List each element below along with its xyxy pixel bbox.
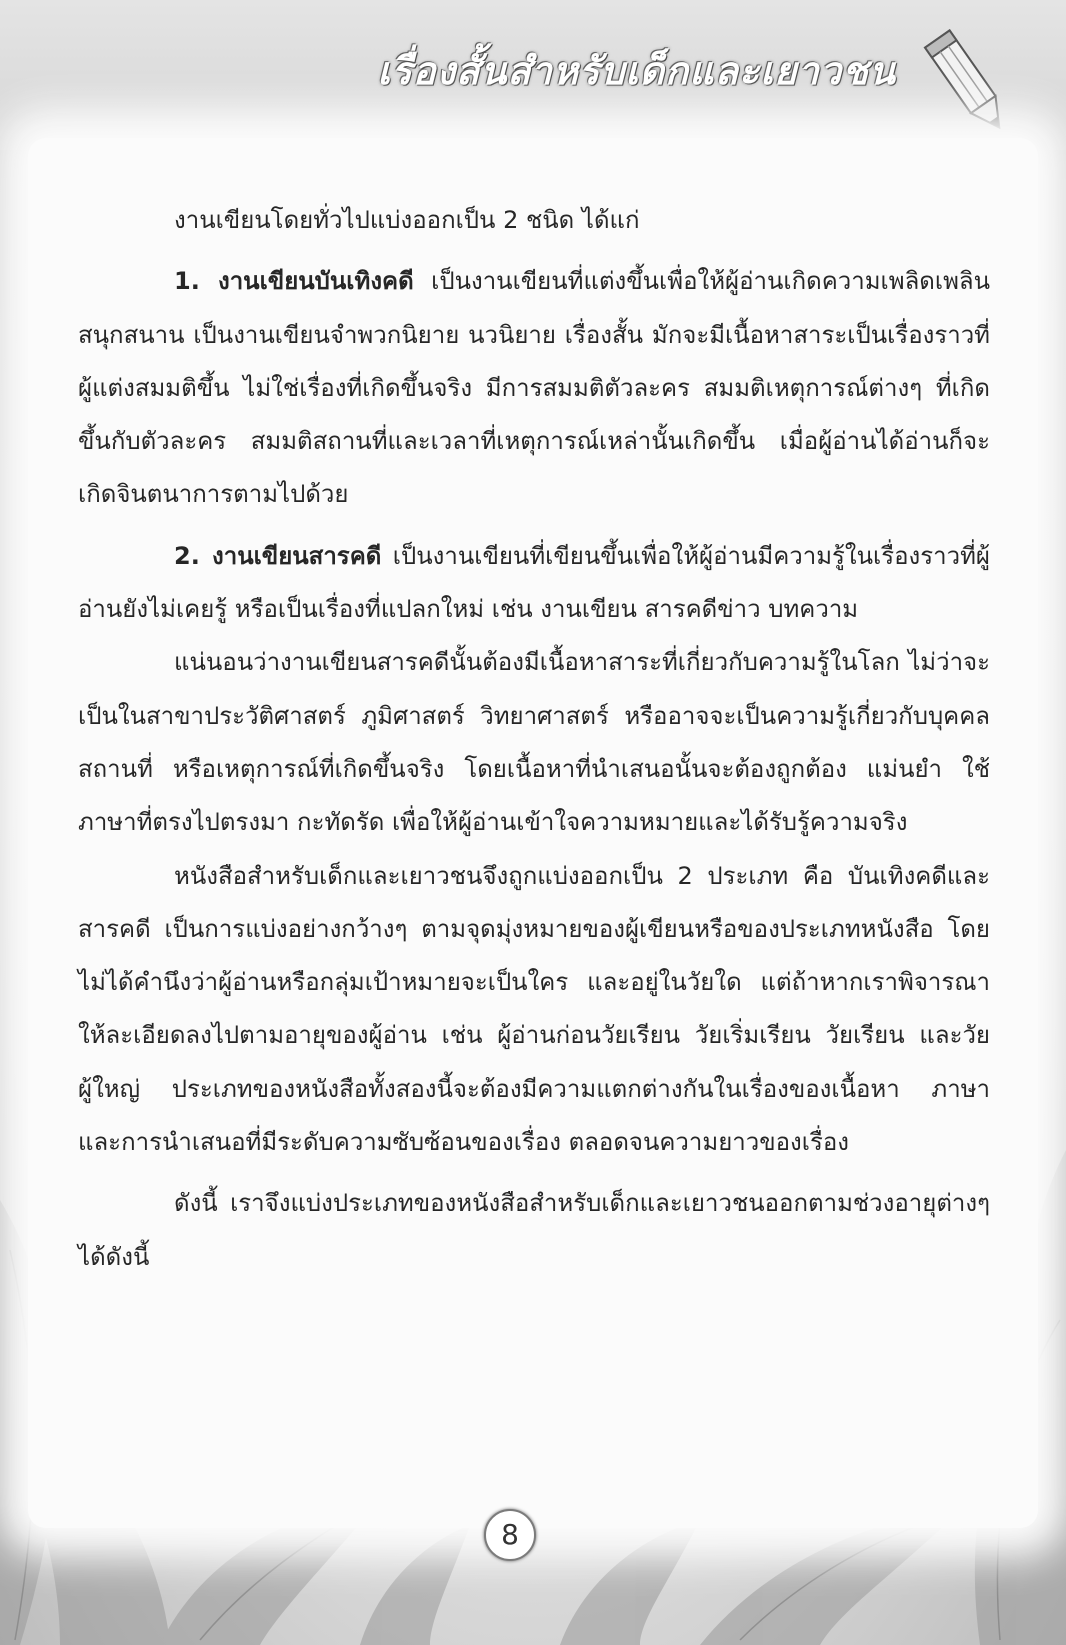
paragraph-book-categories: หนังสือสำหรับเด็กและเยาวชนจึงถูกแบ่งออกเป็น 2 ประเภท คือ บันเทิงคดีและสารคดี เป็นการแบ่งอย่างกว้างๆ ตามจุดมุ่งหมายของผู้เขียนหรือของประเภทหนังสือ โดยไม่ได้คำนึงว่าผู้อ่านหรือกลุ่มเป้าหมายจะเป็นใคร และอยู่ในวัยใด แต่ถ้าหากเราพิจารณาให้ละเอียดลงไปตามอายุของผู้อ่าน เช่น ผู้อ่านก่อนวัยเรียน วัยเริ่มเรียน วัยเรียน และวัยผู้ใหญ่ ประเภทของหนังสือทั้งสองนี้จะต้องมีความแตกต่างกันในเรื่องของเนื้อหา ภาษา และการนำเสนอที่มีระดับความซับซ้อนของเรื่อง ตลอดจนความยาวของเรื่อง: [78, 861, 990, 1157]
page-number: 8: [484, 1509, 536, 1561]
paragraph-nonfiction-content: แน่นอนว่างานเขียนสารคดีนั้นต้องมีเนื้อหาสาระที่เกี่ยวกับความรู้ในโลก ไม่ว่าจะเป็นในสาขาประวัติศาสตร์ ภูมิศาสตร์ วิทยาศาสตร์ หรืออาจจะเป็นความรู้เกี่ยวกับบุคคล สถานที่ หรือเหตุการณ์ที่เกิดขึ้นจริง โดยเนื้อหาที่นำเสนอนั้นจะต้องถูกต้อง แม่นยำ ใช้ภาษาที่ตรงไปตรงมา กะทัดรัด เพื่อให้ผู้อ่านเข้าใจความหมายและได้รับรู้ความจริง: [78, 648, 990, 837]
heading-entertainment-writing: 1. งานเขียนบันเทิงคดี: [174, 267, 414, 296]
text-entertainment-writing: เป็นงานเขียนที่แต่งขึ้นเพื่อให้ผู้อ่านเกิดความเพลิดเพลิน สนุกสนาน เป็นงานเขียนจำพวกนิยาย นวนิยาย เรื่องสั้น มักจะมีเนื้อหาสาระเป็นเรื่องราวที่ผู้แต่งสมมติขึ้น ไม่ใช่เรื่องที่เกิดขึ้นจริง มีการสมมติตัวละคร สมมติเหตุการณ์ต่างๆ ที่เกิดขึ้นกับตัวละคร สมมติสถานที่และเวลาที่เหตุการณ์เหล่านั้นเกิดขึ้น เมื่อผู้อ่านได้อ่านก็จะเกิดจินตนาการตามไปด้วย: [78, 267, 990, 509]
running-header-title: เรื่องสั้นสำหรับเด็กและเยาวชน: [377, 49, 896, 93]
paragraph-intro: งานเขียนโดยทั่วไปแบ่งออกเป็น 2 ชนิด ได้แก่: [174, 206, 640, 234]
paragraph-conclusion: ดังนี้ เราจึงแบ่งประเภทของหนังสือสำหรับเด็กและเยาวชนออกตามช่วงอายุต่างๆ ได้ดังนี้: [78, 1189, 990, 1271]
body-text: [78, 194, 990, 1284]
paragraph-entertainment-writing: [78, 255, 990, 521]
paragraph-nonfiction-writing: [78, 530, 990, 637]
heading-nonfiction-writing: 2. งานเขียนสารคดี: [174, 541, 382, 570]
text-nonfiction-writing: เป็นงานเขียนที่เขียนขึ้นเพื่อให้ผู้อ่านมีความรู้ในเรื่องราวที่ผู้อ่านยังไม่เคยรู้ หรือเป็นเรื่องที่แปลกใหม่ เช่น งานเขียน สารคดีข่าว บทความ: [78, 541, 990, 624]
